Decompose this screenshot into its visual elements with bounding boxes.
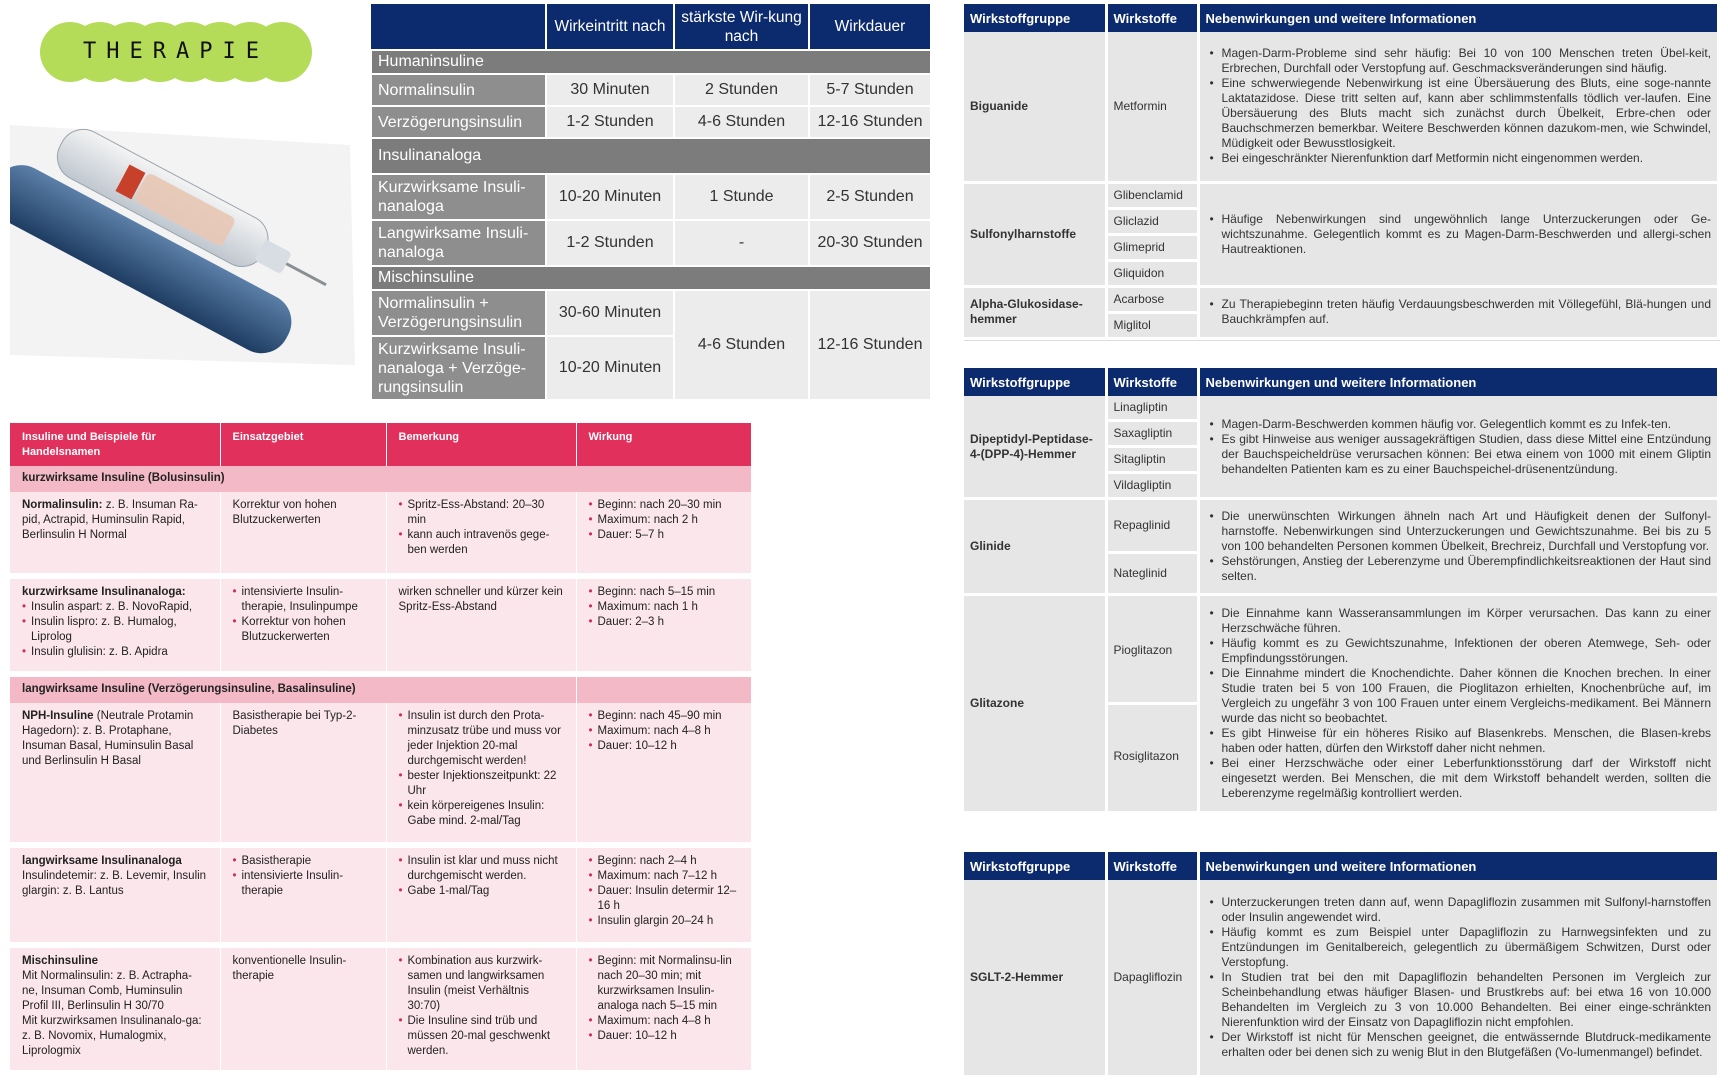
group-sglt2-hemmer: SGLT-2-Hemmer [964,880,1106,1076]
header-nebenwirkungen: Nebenwirkungen und weitere Informationen [1198,368,1719,396]
substance: Rosiglitazon [1113,749,1179,763]
note-item: • Insulin ist durch den Prota-minzusatz trübe und muss vor jeder Injektion 20-mal durchgemischt werden! [399,709,564,769]
effect-item: • Dauer: 10–12 h [589,1029,740,1044]
info-item: • Eine schwerwiegende Nebenwirkung ist eine Übersäuerung des Bluts, eine soge-nannte Laktatazidose. Diese tritt selten auf, kann aber schlimmstenfalls tödlich ver-laufen. Eine Übersäuerung des Bluts macht sich zunächst durch Übelkeit, Erbre-chen oder Bauchschmerzen bemerkbar. Weitere Beschwerden können dazukom-men, wie Schwindel, Müdigkeit oder Bewusstlosigkeit. [1206,76,1712,151]
header-onset: Wirkeintritt nach [546,4,674,50]
insulin-name: langwirksame Insulinanaloga [22,855,182,867]
effect-item: • Beginn: nach 45–90 min [589,709,740,724]
insulin-name: Mischinsuline [22,955,99,967]
insulin-desc: Insulindetemir: z. B. Levemir, Insulin glargin: z. B. Lantus [22,870,207,897]
effect-item: • Maximum: nach 1 h [589,600,740,615]
insulin-desc: Mit Normalinsulin: z. B. Actrapha-ne, Insuman Comb, Huminsulin Profil III, Berlinsulin H 30/70 [22,970,193,1012]
row-label: Kurzwirksame Insuli-nanaloga [371,174,546,220]
cell-duration: 12-16 Stunden [809,106,931,138]
substance: Acarbose [1108,288,1197,314]
cell-peak: 4-6 Stunden [674,106,809,138]
substance: Saxagliptin [1108,422,1197,448]
info-item: • Häufig kommt es zu Gewichtszunahme, Infektionen der oberen Atemwege, Seh- oder Empfindungsstörungen. [1206,636,1712,666]
substance: Nateglinid [1113,566,1167,580]
insulin-types-table [10,423,752,1076]
use-item: • Basistherapie [233,854,374,869]
cell-insulin [10,576,220,674]
insulin-item: • Insulin lispro: z. B. Humalog, Liprolog [22,615,208,645]
cell-use: Korrektur von hohen Blutzuckerwerten [220,492,386,576]
substances [1106,286,1198,338]
substances [1106,880,1198,1076]
info [1198,396,1719,499]
insulin-timing-table [370,4,932,401]
substances [1106,396,1198,499]
note-item: • Spritz-Ess-Abstand: 20–30 min [399,498,564,528]
effect-item: • Dauer: 10–12 h [589,739,740,754]
substance: Gliclazid [1108,210,1197,236]
substance: Miglitol [1113,317,1151,332]
effect-item: • Dauer: 2–3 h [589,615,740,630]
cell-use [220,576,386,674]
cell-onset: 1-2 Stunden [546,220,674,266]
use-item: • Korrektur von hohen Blutzuckerwerten [233,615,374,645]
cell-duration: 2-5 Stunden [809,174,931,220]
section-long-acting: langwirksame Insuline (Verzögerungsinsuline, Basalinsuline) [10,674,576,703]
insulin-desc: z. B. Insuman Ra-pid, Actrapid, Huminsulin Rapid, Berlinsulin H Normal [22,499,198,541]
cell-onset: 10-20 Minuten [546,174,674,220]
drug-table-b [964,368,1720,814]
cell-duration: 20-30 Stunden [809,220,931,266]
info-item: • In Studien trat bei den mit Dapagliflozin behandelten Personen im Vergleich zur Scheinbehandlung etwas häufiger Blasen- und Brustkrebs auf: bei etwa 16 von 10.000 Behandelten im Vergleich zu 3 von 10.000 Behandelten. Bei einer einge-schränkten Nierenfunktion wird der Einsatz von Dapagliflozin nicht empfohlen. [1206,970,1712,1030]
substance: Pioglitazon [1108,599,1197,705]
header-wirkstoffe: Wirkstoffe [1106,4,1198,32]
header-nebenwirkungen: Nebenwirkungen und weitere Informationen [1198,4,1719,32]
insulin-pen-image [10,115,355,365]
cell-onset: 30-60 Minuten [546,290,674,336]
cell-effect [576,845,752,945]
info-item: • Zu Therapiebeginn treten häufig Verdauungsbeschwerden mit Völlegefühl, Blä-hungen und Bauchkrämpfen auf. [1206,297,1712,327]
info [1198,595,1719,813]
insulin-name: Normalinsulin: [22,499,103,511]
substance: Glimeprid [1108,236,1197,262]
header-wirkstoffgruppe: Wirkstoffgruppe [964,368,1106,396]
effect-item: • Maximum: nach 7–12 h [589,869,740,884]
substance: Linagliptin [1108,396,1197,422]
info-item: • Bei einer Herzschwäche oder einer Leberfunktionsstörung darf der Wirkstoff nicht eingesetzt werden. Bei Menschen, die mit dem Wirkstoff behandelt werden, sollten die Leberenzyme regelmäßig kontrolliert werden. [1206,756,1712,801]
drug-table-a [964,4,1720,340]
header-wirkstoffe: Wirkstoffe [1106,852,1198,880]
cell-peak: 1 Stunde [674,174,809,220]
header-peak: stärkste Wir-kung nach [674,4,809,50]
header-insuline: Insuline und Beispiele für Handelsnamen [10,423,220,466]
drug-table-c [964,852,1720,1078]
note-item: • Kombination aus kurzwirk-samen und langwirksamen Insulin (meist Verhältnis 30:70) [399,954,564,1014]
header-wirkstoffe: Wirkstoffe [1106,368,1198,396]
info [1198,499,1719,595]
section-short-acting: kurzwirksame Insuline (Bolusinsulin) [10,466,752,492]
cell-use: Basistherapie bei Typ-2-Diabetes [220,703,386,845]
info [1198,286,1719,338]
effect-item: • Insulin glargin 20–24 h [589,914,740,929]
row-label: Normalinsulin [371,74,546,106]
cell-peak: - [674,220,809,266]
use-item: • intensivierte Insulin-therapie, Insulinpumpe [233,585,374,615]
cell-onset: 10-20 Minuten [546,336,674,400]
substance: Vildagliptin [1113,478,1172,492]
effect-item: • Maximum: nach 4–8 h [589,724,740,739]
header-duration: Wirkdauer [809,4,931,50]
row-label: Langwirksame Insuli-nanaloga [371,220,546,266]
cell-note [386,945,576,1073]
section-mischinsuline: Mischinsuline [371,266,931,290]
substance: Glibenclamid [1108,184,1197,210]
section-insulinanaloga: Insulinanaloga [371,138,931,174]
cell-note [386,703,576,845]
cell-use [220,845,386,945]
cell-onset: 30 Minuten [546,74,674,106]
cell-note: wirken schneller und kürzer kein Spritz-Ess-Abstand [386,576,576,674]
therapie-badge [40,22,312,82]
info-item: • Magen-Darm-Beschwerden kommen häufig vor. Gelegentlich kommt es zu Infek-ten. [1206,417,1712,432]
insulin-name: kurzwirksame Insulinanaloga: [22,586,186,598]
effect-item: • Beginn: mit Normalinsu-lin nach 20–30 min; mit kurzwirksamen Insulin-analoga nach 5–15 min [589,954,740,1014]
effect-item: • Beginn: nach 5–15 min [589,585,740,600]
insulin-name: NPH-Insuline [22,710,94,722]
substance: Metformin [1113,98,1167,113]
substances [1106,499,1198,595]
effect-item: • Maximum: nach 4–8 h [589,1014,740,1029]
row-label: Verzögerungsinsulin [371,106,546,138]
header-wirkstoffgruppe: Wirkstoffgruppe [964,852,1106,880]
note-item: • Insulin ist klar und muss nicht durchgemischt werden. [399,854,564,884]
info-item: • Bei eingeschränkter Nierenfunktion darf Metformin nicht eingenommen werden. [1206,151,1712,166]
effect-item: • Dauer: 5–7 h [589,528,740,543]
group-alpha-glukosidasehemmer: Alpha-Glukosidase-hemmer [964,286,1106,338]
header-wirkstoffgruppe: Wirkstoffgruppe [964,4,1106,32]
info-item: • Die unerwünschten Wirkungen ähneln nach Art und Häufigkeit denen der Sulfonyl-harnstoffe. Nebenwirkungen sind Unterzuckerungen und Gewichtszunahme. Bei bis zu 5 von 100 behandelten Personen kommen Übelkeit, Brechreiz, Durchfall und Verstopfung vor. [1206,509,1712,554]
effect-item: • Dauer: Insulin determir 12–16 h [589,884,740,914]
insulin-desc: Mit kurzwirksamen Insulinanalo-ga: z. B. Novomix, Humalogmix, Liprologmix [22,1015,202,1057]
cell-peak: 2 Stunden [674,74,809,106]
cell-effect [576,492,752,576]
note-item: • Die Insuline sind trüb und müssen 20-mal geschwenkt werden. [399,1014,564,1059]
substances [1106,595,1198,813]
info [1198,182,1719,286]
substance: Gliquidon [1113,265,1165,280]
cell-duration: 12-16 Stunden [809,290,931,400]
note-item: • bester Injektionszeitpunkt: 22 Uhr [399,769,564,799]
substance: Dapagliflozin [1113,969,1183,984]
row-label: Normalinsulin + Verzögerungsinsulin [371,290,546,336]
info-item: • Die Einnahme mindert die Knochendichte. Daher können die Knochen brechen. In einer Studie traten bei 5 von 100 Frauen, die Pioglitazon erhielten, Knochenbrüche auf, im Vergleich zu ungefähr 3 von 100 Frauen unter einem Vergleichs-medikament. Bei Männern wurde das nicht so beobachtet. [1206,666,1712,726]
info-item: • Sehstörungen, Anstieg der Leberenzyme und Überempfindlichkeitsreaktionen der Haut sind selten. [1206,554,1712,584]
header-einsatzgebiet: Einsatzgebiet [220,423,386,466]
insulin-item: • Insulin glulisin: z. B. Apidra [22,645,208,660]
group-sulfonylharnstoffe: Sulfonylharnstoffe [964,182,1106,286]
cell-insulin [10,845,220,945]
insulin-item: • Insulin aspart: z. B. NovoRapid, [22,600,208,615]
info-item: • Magen-Darm-Probleme sind sehr häufig: Bei 10 von 100 Menschen treten Übel-keit, Erbrechen, Durchfall oder Verstopfung auf. Geschmacksveränderungen sind häufig. [1206,46,1712,76]
cell-peak: 4-6 Stunden [674,290,809,400]
use-item: • intensivierte Insulin-therapie [233,869,374,899]
info-item: • Es gibt Hinweise aus weniger aussagekräftigen Studien, dass diese Mittel eine Entzündung der Bauchspeicheldrüse verursachen können: Bei etwa einem von 1000 mit einem Gliptin behandelten Patienten kam es zu einer Bauchspeichel-drüsenentzündung. [1206,432,1712,477]
header-bemerkung: Bemerkung [386,423,576,466]
group-glitazone: Glitazone [964,595,1106,813]
group-dpp4-hemmer: Dipeptidyl-Peptidase-4-(DPP-4)-Hemmer [964,396,1106,499]
cell-effect [576,576,752,674]
cell-effect [576,945,752,1073]
cell-insulin [10,703,220,845]
header-nebenwirkungen: Nebenwirkungen und weitere Informationen [1198,852,1719,880]
effect-item: • Beginn: nach 2–4 h [589,854,740,869]
info-item: • Häufige Nebenwirkungen sind ungewöhnlich lange Unterzuckerungen oder Ge-wichtszunahme. Gelegentlich kommt es zu Magen-Darm-Beschwerden und allergi-schen Hautreaktionen. [1206,212,1712,257]
info-item: • Unterzuckerungen treten dann auf, wenn Dapagliflozin zusammen mit Sulfonyl-harnstoffen oder Insulin angewendet wird. [1206,895,1712,925]
note-item: • Gabe 1-mal/Tag [399,884,564,899]
group-biguanide: Biguanide [964,32,1106,182]
effect-item: • Beginn: nach 20–30 min [589,498,740,513]
note-item: • kann auch intravenös gege-ben werden [399,528,564,558]
cell-effect [576,703,752,845]
info [1198,880,1719,1076]
cell-use: konventionelle Insulin-therapie [220,945,386,1073]
divider [964,340,1720,341]
section-humaninsuline: Humaninsuline [371,50,931,74]
info-item: • Häufig kommt es zum Beispiel unter Dapagliflozin zu Harnwegsinfekten und zu Entzündungen im Genitalbereich, gelegentlich zu übermäßigem Schwitzen, Durst oder Verstopfung. [1206,925,1712,970]
cell-note [386,492,576,576]
substance: Sitagliptin [1108,448,1197,474]
substances [1106,32,1198,182]
row-label: Kurzwirksame Insuli-nanaloga + Verzöge-rungsinsulin [371,336,546,400]
info [1198,32,1719,182]
insulin-desc: (Neutrale Protamin Hagedorn): z. B. Protaphane, Insuman Basal, Huminsulin Basal und Berlinsulin H Basal [22,710,194,767]
info-item: • Der Wirkstoff ist nicht für Menschen geeignet, die entwässernde Blutdruck-medikamente erhalten oder bei denen sich zu wenig Blut in den Blutgefäßen (Vo-lumenmangel) befindet. [1206,1030,1712,1060]
cell-duration: 5-7 Stunden [809,74,931,106]
group-glinide: Glinide [964,499,1106,595]
cell-insulin [10,492,220,576]
effect-item: • Maximum: nach 2 h [589,513,740,528]
substance: Repaglinid [1108,500,1197,554]
cell-note [386,845,576,945]
cell-onset: 1-2 Stunden [546,106,674,138]
substances [1106,182,1198,286]
page-title: THERAPIE [83,39,269,64]
info-item: • Es gibt Hinweise für ein höheres Risiko auf Blasenkrebs. Menschen, die Blasen-krebs haben oder hatten, dürfen den Wirkstoff daher nicht nehmen. [1206,726,1712,756]
note-item: • kein körpereigenes Insulin: Gabe mind. 2-mal/Tag [399,799,564,829]
info-item: • Die Einnahme kann Wasseransammlungen im Körper verursachen. Das kann zu einer Herzschwäche führen. [1206,606,1712,636]
header-wirkung: Wirkung [576,423,752,466]
cell-insulin [10,945,220,1073]
